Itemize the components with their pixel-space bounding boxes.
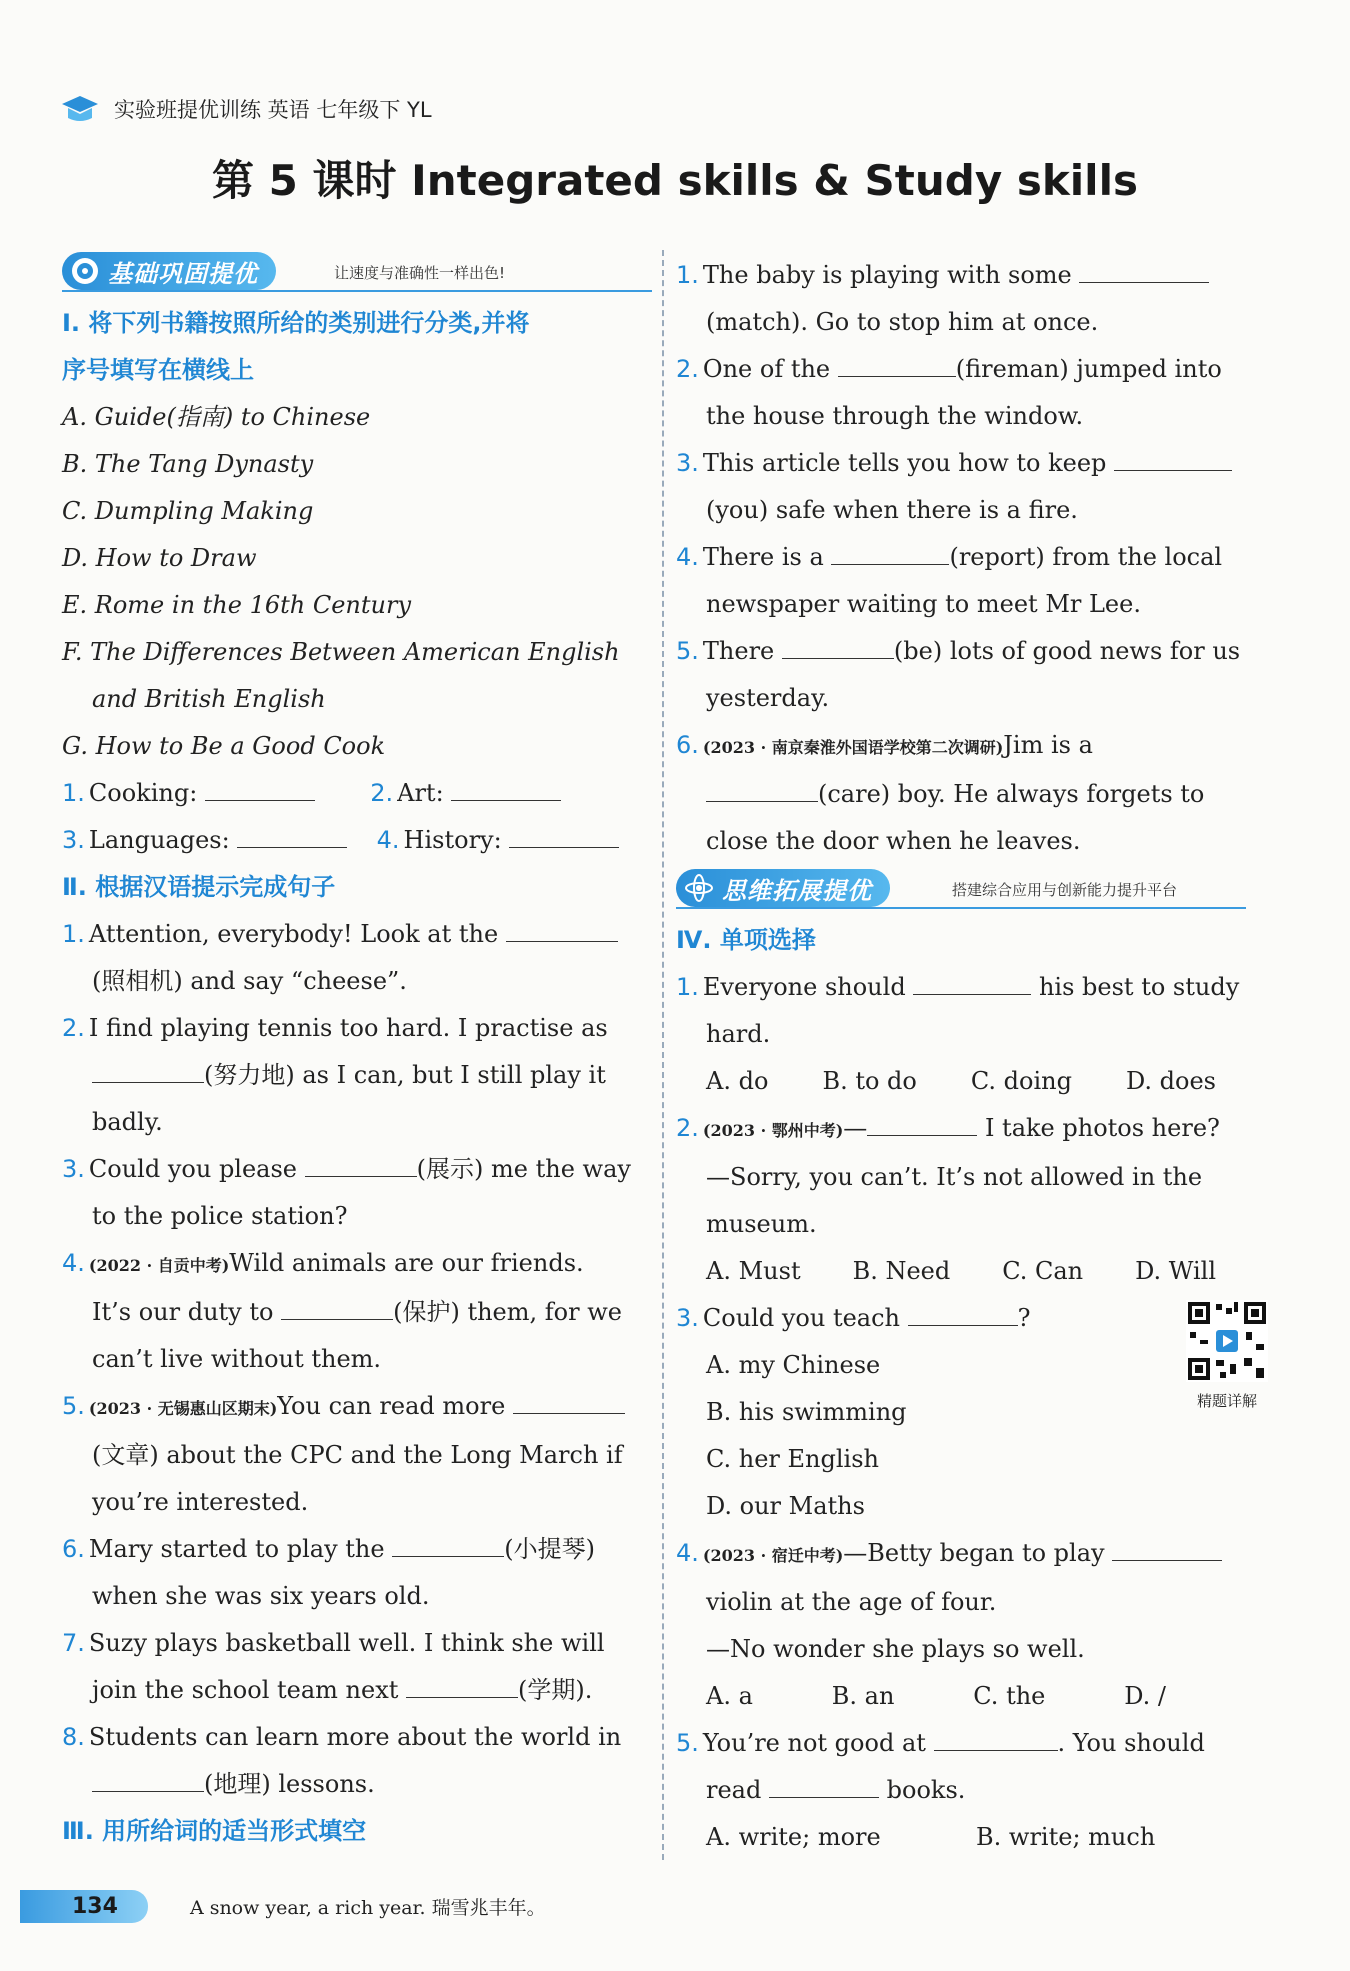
- question-line: 1. Everyone should his best to study: [676, 964, 1276, 1011]
- book-item: D. How to Draw: [62, 544, 257, 572]
- question-line: (地理) lessons.: [62, 1761, 652, 1808]
- option[interactable]: B. to do: [822, 1067, 917, 1095]
- question-line: join the school team next (学期).: [62, 1667, 652, 1714]
- answer-blank[interactable]: [513, 1387, 625, 1414]
- banner-title: 思维拓展提优: [722, 876, 872, 905]
- question-line: newspaper waiting to meet Mr Lee.: [706, 590, 1141, 618]
- question-line: 6. Mary started to play the (小提琴): [62, 1526, 652, 1573]
- target-icon: [70, 256, 100, 286]
- footer-saying: A snow year, a rich year. 瑞雪兆丰年。: [189, 1897, 546, 1919]
- book-item: A. Guide(指南) to Chinese: [62, 403, 371, 431]
- question-line: 3. Could you please (展示) me the way: [62, 1146, 652, 1193]
- book-item: E. Rome in the 16th Century: [62, 591, 412, 619]
- question-line: (care) boy. He always forgets to: [676, 771, 1276, 818]
- option[interactable]: D. our Maths: [706, 1492, 865, 1520]
- question-line: 5. There (be) lots of good news for us: [676, 628, 1276, 675]
- question-line: 4. There is a (report) from the local: [676, 534, 1276, 581]
- option[interactable]: B. his swimming: [706, 1398, 907, 1426]
- option[interactable]: B. Need: [852, 1257, 951, 1285]
- category-row: 3. Languages: 4. History:: [62, 817, 652, 864]
- answer-blank[interactable]: [782, 632, 894, 659]
- answer-blank[interactable]: [237, 821, 347, 848]
- option[interactable]: D. /: [1124, 1682, 1166, 1710]
- section-heading: Ⅱ. 根据汉语提示完成句子: [62, 873, 336, 901]
- book-item: B. The Tang Dynasty: [62, 450, 314, 478]
- page-number: 134: [20, 1890, 148, 1923]
- section-heading: Ⅲ. 用所给词的适当形式填空: [62, 1817, 367, 1845]
- question-line: to the police station?: [92, 1202, 348, 1230]
- book-item: F. The Differences Between American English: [62, 638, 620, 666]
- answer-blank[interactable]: [451, 774, 561, 801]
- question-line: —Sorry, you can’t. It’s not allowed in the: [706, 1163, 1203, 1191]
- book-logo-icon: [60, 92, 100, 126]
- option[interactable]: C. the: [973, 1682, 1046, 1710]
- option[interactable]: B. write; much: [976, 1823, 1156, 1851]
- question-line: can’t live without them.: [92, 1345, 382, 1373]
- page-footer: [20, 1890, 546, 1923]
- section-heading-cont: 序号填写在横线上: [62, 356, 254, 384]
- answer-blank[interactable]: [934, 1724, 1058, 1751]
- question-line: (照相机) and say “cheese”.: [92, 967, 407, 995]
- left-column: [62, 252, 652, 1855]
- answer-blank[interactable]: [392, 1530, 504, 1557]
- question-line: (努力地) as I can, but I still play it: [62, 1052, 652, 1099]
- book-item: C. Dumpling Making: [62, 497, 314, 525]
- question-line: you’re interested.: [92, 1488, 309, 1516]
- qr-code-icon: [1186, 1300, 1268, 1382]
- answer-blank[interactable]: [867, 1109, 977, 1136]
- question-line: 4. (2022 · 自贡中考)Wild animals are our friends.: [62, 1249, 584, 1277]
- options-row: [676, 1058, 1216, 1105]
- question-line: 5. (2023 · 无锡惠山区期末)You can read more: [62, 1383, 652, 1432]
- page-title: 第 5 课时 Integrated skills & Study skills: [212, 156, 1138, 205]
- banner-rule: [62, 290, 652, 292]
- option[interactable]: A. do: [706, 1067, 769, 1095]
- answer-blank[interactable]: [281, 1293, 393, 1320]
- atom-icon: [684, 873, 714, 903]
- question-line: 6. (2023 · 南京秦淮外国语学校第二次调研)Jim is a: [676, 731, 1093, 759]
- option[interactable]: A. my Chinese: [706, 1351, 881, 1379]
- answer-blank[interactable]: [406, 1671, 518, 1698]
- option[interactable]: C. doing: [970, 1067, 1072, 1095]
- banner-extend: [676, 869, 1276, 909]
- question-line: yesterday.: [706, 684, 830, 712]
- question-line: 7. Suzy plays basketball well. I think she will: [62, 1629, 605, 1657]
- answer-blank[interactable]: [506, 915, 618, 942]
- section-heading: Ⅰ. 将下列书籍按照所给的类别进行分类,并将: [62, 309, 530, 337]
- banner-pill: [676, 869, 890, 907]
- question-line: It’s our duty to (保护) them, for we: [62, 1289, 652, 1336]
- column-divider: [662, 250, 664, 1860]
- answer-blank[interactable]: [509, 821, 619, 848]
- question-line: the house through the window.: [706, 402, 1084, 430]
- option[interactable]: C. Can: [1002, 1257, 1084, 1285]
- option[interactable]: A. write; more: [706, 1823, 881, 1851]
- running-header: [60, 92, 432, 126]
- question-line: badly.: [92, 1108, 163, 1136]
- options-row: [676, 1814, 1276, 1861]
- banner-basic: [62, 252, 652, 292]
- answer-blank[interactable]: [92, 1765, 204, 1792]
- book-item-cont: and British English: [92, 685, 326, 713]
- question-line: —No wonder she plays so well.: [706, 1635, 1085, 1663]
- option[interactable]: B. an: [831, 1682, 895, 1710]
- option[interactable]: D. does: [1126, 1067, 1216, 1095]
- option[interactable]: A. Must: [706, 1257, 801, 1285]
- answer-blank[interactable]: [1112, 1534, 1222, 1561]
- question-line: close the door when he leaves.: [706, 827, 1081, 855]
- category-row: 1. Cooking: 2. Art:: [62, 770, 652, 817]
- question-line: 3. This article tells you how to keep: [676, 440, 1276, 487]
- question-line: read books.: [676, 1767, 1276, 1814]
- question-line: 3. Could you teach ?: [676, 1295, 1276, 1342]
- section-heading: Ⅳ. 单项选择: [676, 926, 816, 954]
- banner-motto: 搭建综合应用与创新能力提升平台: [952, 881, 1178, 899]
- question-line: museum.: [706, 1210, 817, 1238]
- answer-blank[interactable]: [1079, 256, 1209, 283]
- book-item: G. How to Be a Good Cook: [62, 732, 386, 760]
- answer-blank[interactable]: [205, 774, 315, 801]
- answer-blank[interactable]: [831, 538, 949, 565]
- answer-blank[interactable]: [769, 1771, 879, 1798]
- question-line: 1. Attention, everybody! Look at the: [62, 911, 652, 958]
- qr-code[interactable]: [1186, 1300, 1268, 1411]
- answer-blank[interactable]: [305, 1150, 417, 1177]
- question-line: 2. I find playing tennis too hard. I practise as: [62, 1014, 608, 1042]
- right-column: [676, 252, 1276, 1861]
- question-line: 4. (2023 · 宿迁中考)—Betty began to play: [676, 1530, 1276, 1579]
- options-row: [676, 1248, 1216, 1295]
- question-line: 8. Students can learn more about the world in: [62, 1723, 622, 1751]
- qr-caption: 精题详解: [1196, 1392, 1257, 1410]
- question-line: 1. The baby is playing with some: [676, 252, 1276, 299]
- question-line: (you) safe when there is a fire.: [706, 496, 1078, 524]
- options-row: [676, 1673, 1166, 1720]
- question-line: (文章) about the CPC and the Long March if: [92, 1441, 623, 1469]
- question-line: (match). Go to stop him at once.: [706, 308, 1099, 336]
- question-line: 2. (2023 · 鄂州中考)— I take photos here?: [676, 1105, 1276, 1154]
- banner-rule: [676, 907, 1246, 909]
- option[interactable]: A. a: [706, 1682, 753, 1710]
- answer-blank[interactable]: [913, 968, 1031, 995]
- answer-blank[interactable]: [1114, 444, 1232, 471]
- answer-blank[interactable]: [706, 775, 818, 802]
- answer-blank[interactable]: [908, 1299, 1018, 1326]
- book-title: 实验班提优训练 英语 七年级下 YL: [114, 98, 432, 122]
- question-line: 2. One of the (fireman) jumped into: [676, 346, 1276, 393]
- banner-title: 基础巩固提优: [108, 259, 258, 288]
- banner-motto: 让速度与准确性一样出色!: [334, 264, 506, 282]
- answer-blank[interactable]: [92, 1056, 204, 1083]
- question-line: 5. You’re not good at . You should: [676, 1720, 1276, 1767]
- option[interactable]: C. her English: [706, 1445, 879, 1473]
- banner-pill: [62, 252, 276, 290]
- question-line: when she was six years old.: [92, 1582, 430, 1610]
- question-line: hard.: [706, 1020, 771, 1048]
- answer-blank[interactable]: [838, 350, 956, 377]
- option[interactable]: D. Will: [1135, 1257, 1216, 1285]
- question-line: violin at the age of four.: [706, 1588, 997, 1616]
